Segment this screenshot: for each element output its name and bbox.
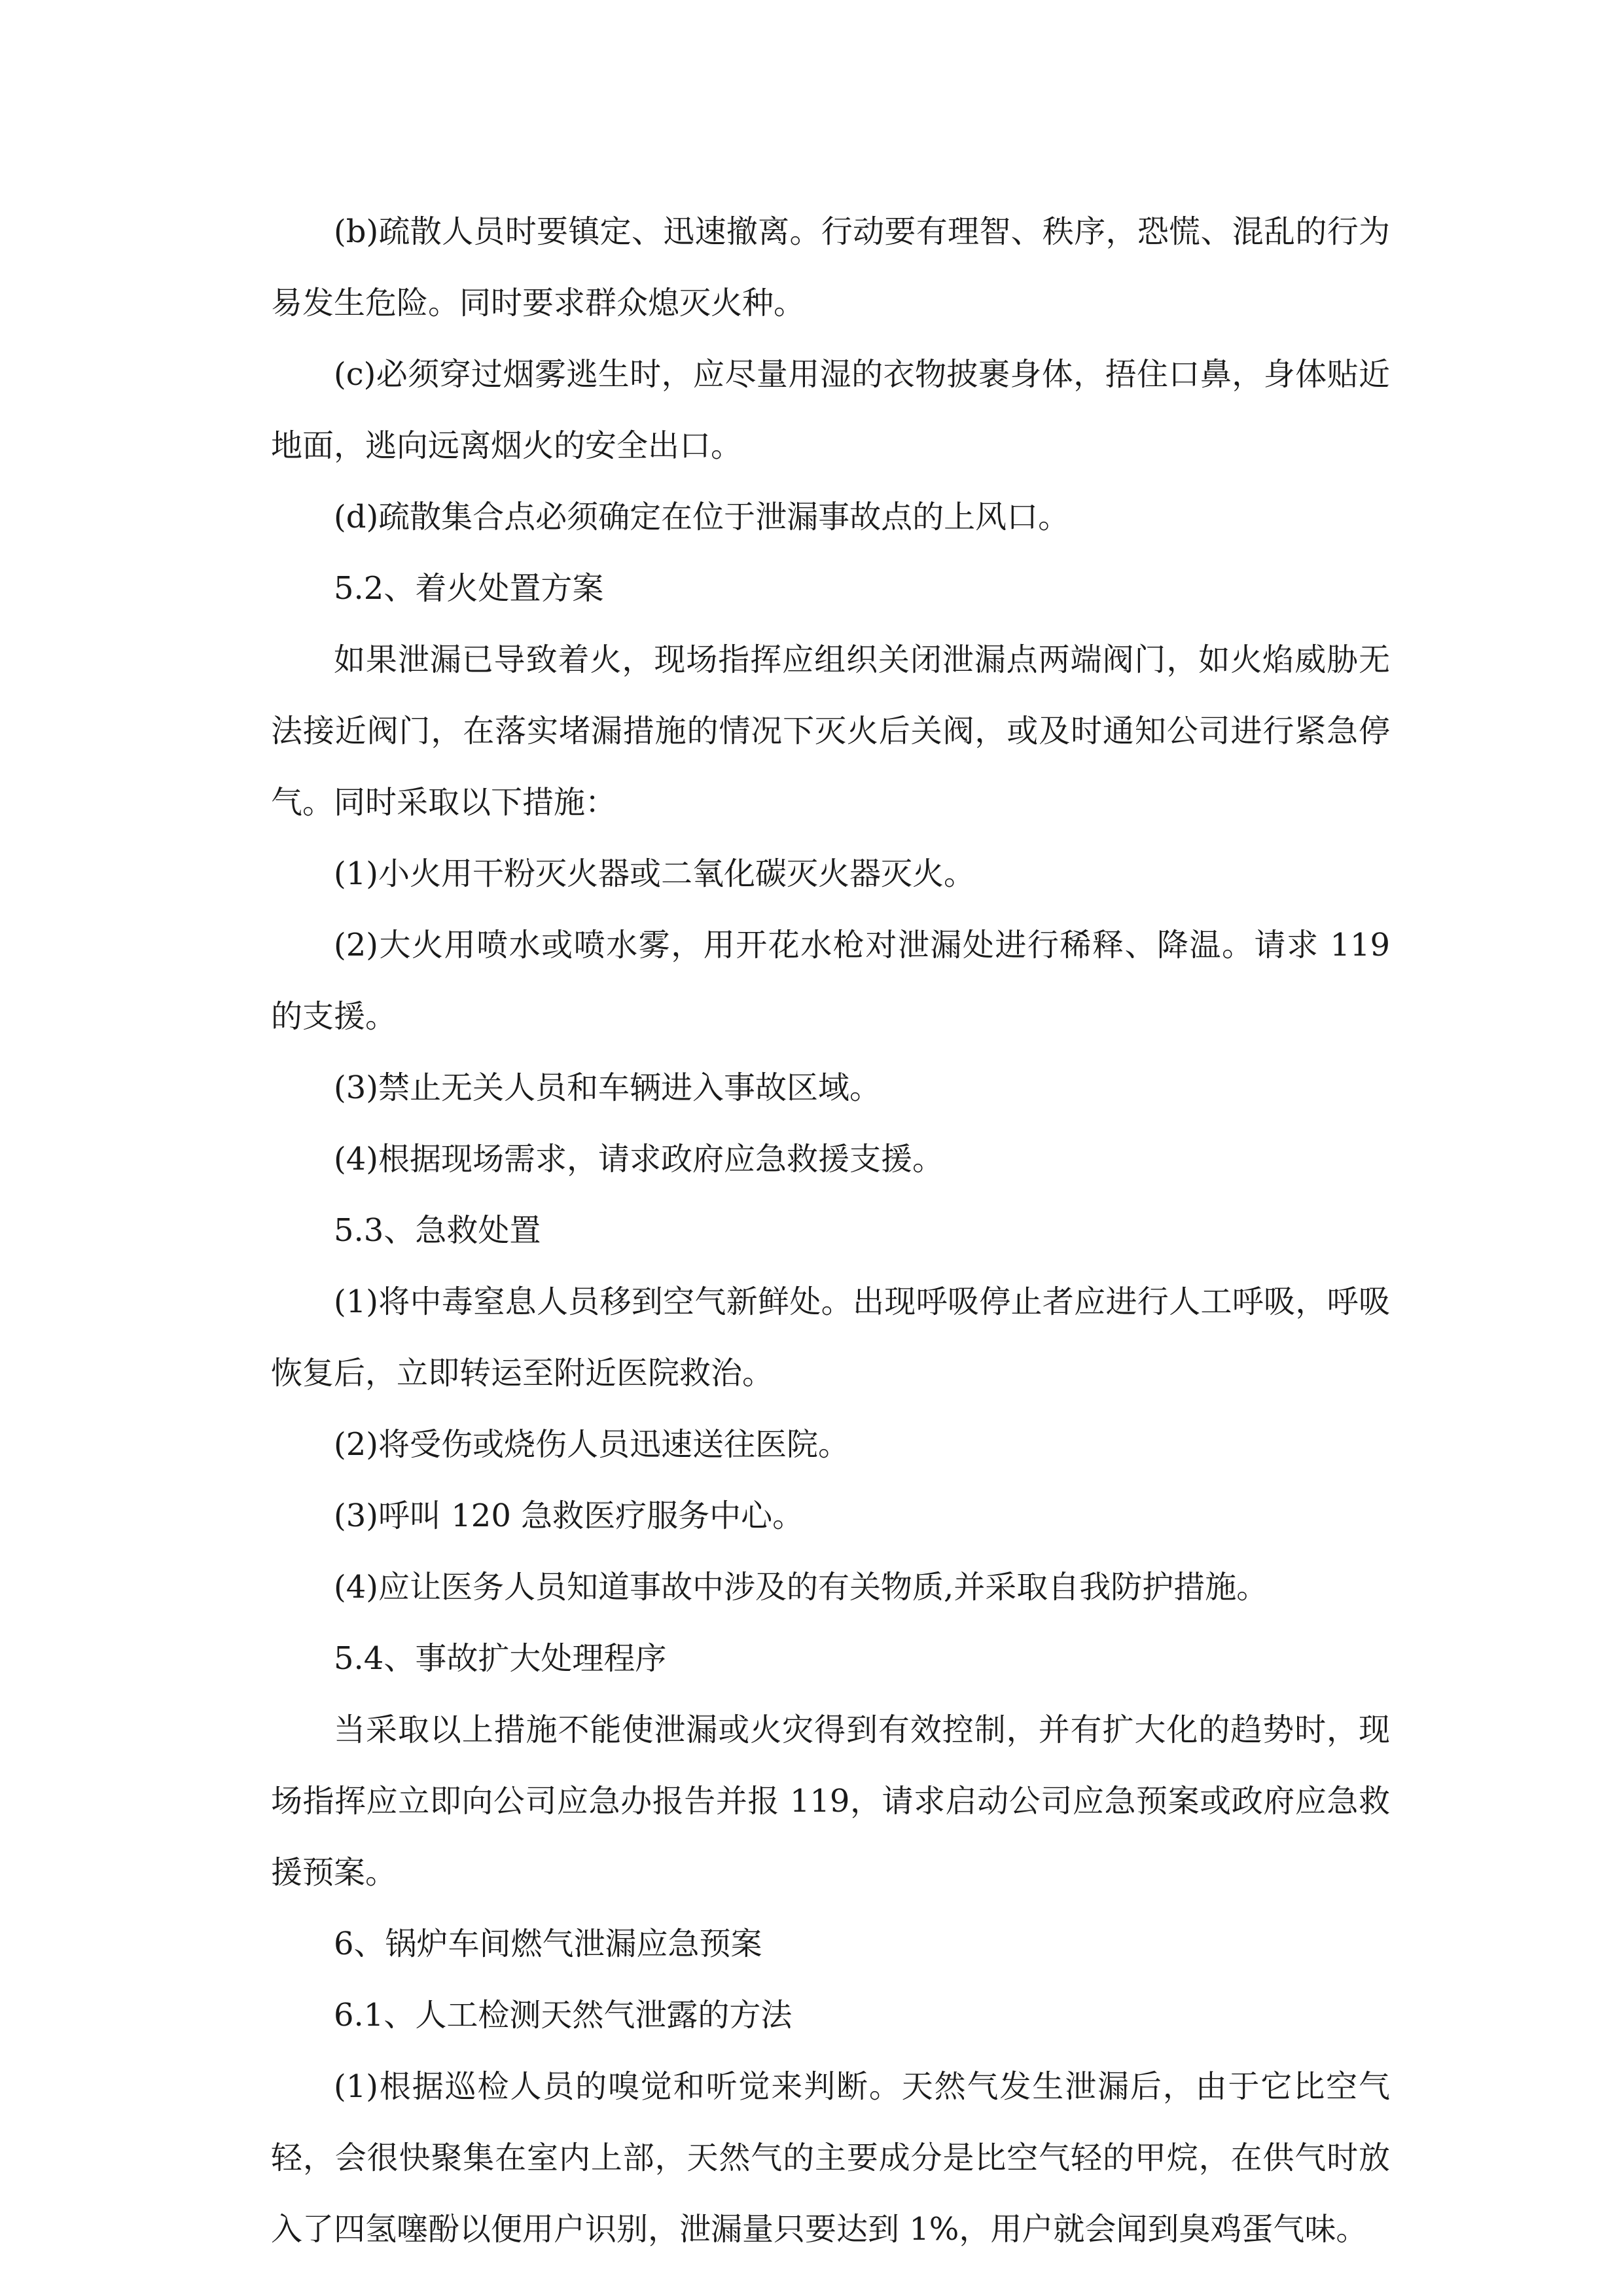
paragraph-aid-4: (4)应让医务人员知道事故中涉及的有关物质,并采取自我防护措施。 bbox=[334, 1569, 1268, 1605]
section-heading-5-4: 5.4、事故扩大处理程序 bbox=[334, 1640, 667, 1677]
paragraph-aid-1: (1)将中毒窒息人员移到空气新鲜处。出现呼吸停止者应进行人工呼吸，呼吸恢复后，立即转运至附近医院救治。 bbox=[271, 1283, 1390, 1391]
paragraph-fire-4: (4)根据现场需求，请求政府应急救援支援。 bbox=[334, 1141, 944, 1177]
paragraph-fire-plan: 如果泄漏已导致着火，现场指挥应组织关闭泄漏点两端阀门，如火焰威胁无法接近阀门，在落实堵漏措施的情况下灭火后关阀，或及时通知公司进行紧急停气。同时采取以下措施： bbox=[271, 641, 1390, 821]
paragraph-evacuation-c: (c)必须穿过烟雾逃生时，应尽量用湿的衣物披裹身体，捂住口鼻，身体贴近地面，逃向远离烟火的安全出口。 bbox=[271, 356, 1390, 464]
paragraph-aid-2: (2)将受伤或烧伤人员迅速送往医院。 bbox=[334, 1426, 849, 1463]
document-body bbox=[271, 196, 1390, 2265]
section-heading-5-3: 5.3、急救处置 bbox=[334, 1212, 541, 1249]
paragraph-aid-3: (3)呼叫 120 急救医疗服务中心。 bbox=[334, 1498, 804, 1534]
paragraph-evacuation-d: (d)疏散集合点必须确定在位于泄漏事故点的上风口。 bbox=[334, 499, 1070, 535]
section-heading-6: 6、锅炉车间燃气泄漏应急预案 bbox=[334, 1926, 762, 1962]
paragraph-evacuation-b: (b)疏散人员时要镇定、迅速撤离。行动要有理智、秩序，恐慌、混乱的行为易发生危险。同时要求群众熄灭火种。 bbox=[271, 213, 1390, 321]
paragraph-fire-1: (1)小火用干粉灭火器或二氧化碳灭火器灭火。 bbox=[334, 855, 975, 892]
section-heading-6-1: 6.1、人工检测天然气泄露的方法 bbox=[334, 1997, 793, 2034]
paragraph-fire-2: (2)大火用喷水或喷水雾，用开花水枪对泄漏处进行稀释、降温。请求 119 的支援。 bbox=[271, 927, 1390, 1035]
paragraph-escalation: 当采取以上措施不能使泄漏或火灾得到有效控制，并有扩大化的趋势时，现场指挥应立即向公司应急办报告并报 119，请求启动公司应急预案或政府应急救援预案。 bbox=[271, 1712, 1390, 1891]
paragraph-detection-1: (1)根据巡检人员的嗅觉和听觉来判断。天然气发生泄漏后，由于它比空气轻，会很快聚集在室内上部，天然气的主要成分是比空气轻的甲烷，在供气时放入了四氢噻酚以便用户识别，泄漏量只要达到 1%，用户就会闻到臭鸡蛋气味。 bbox=[271, 2068, 1390, 2248]
section-heading-5-2: 5.2、着火处置方案 bbox=[334, 570, 604, 607]
paragraph-fire-3: (3)禁止无关人员和车辆进入事故区域。 bbox=[334, 1069, 881, 1106]
